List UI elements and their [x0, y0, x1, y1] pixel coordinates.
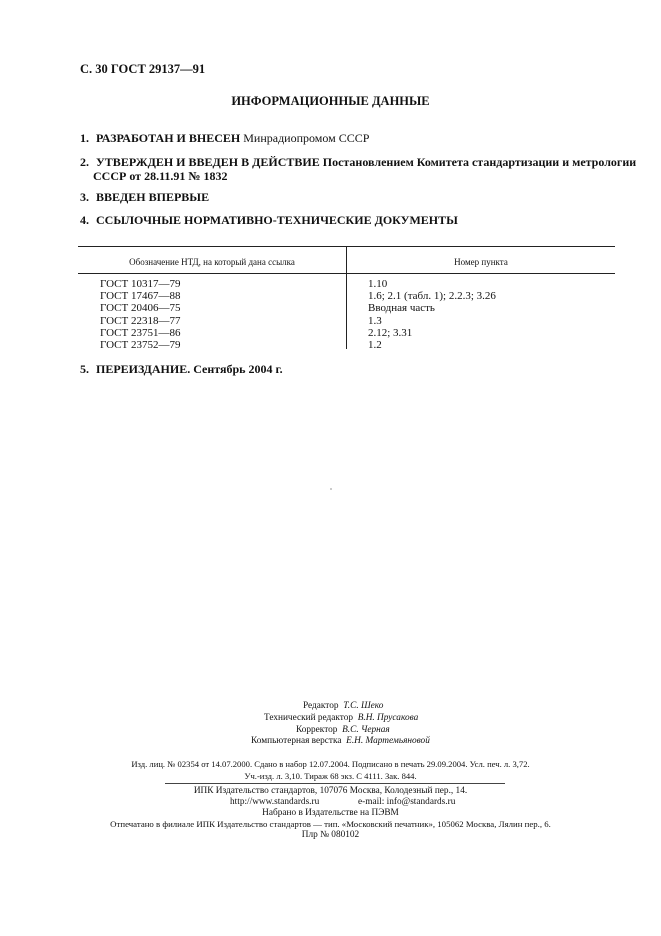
credit-label: Компьютерная верстка [251, 736, 342, 746]
table-cell: ГОСТ 22318—77 [100, 314, 181, 327]
item-number: 4. [80, 213, 89, 227]
item-text-continued: СССР от 28.11.91 № 1832 [93, 169, 228, 183]
credit-layout [251, 735, 430, 747]
imprint-email: e-mail: info@standards.ru [358, 797, 456, 807]
table-header-clause: Номер пункта [454, 257, 508, 267]
info-item-2 [80, 155, 645, 183]
imprint-line-5: Плр № 080102 [301, 830, 360, 840]
table-cell: ГОСТ 23752—79 [100, 339, 181, 352]
table-cell: 1.2 [368, 339, 382, 352]
credit-name: В.Н. Прусакова [357, 713, 419, 723]
credit-label: Редактор [303, 701, 339, 711]
table-cell: 2.12; 3.31 [368, 326, 413, 339]
table-cell: 1.3 [368, 314, 382, 327]
item-number: 2. [80, 155, 89, 169]
speck [330, 488, 332, 490]
table-col-ntd [100, 278, 180, 351]
item-text: Постановлением Комитета стандартизации и метрологии [319, 155, 637, 169]
info-item-3 [80, 190, 645, 204]
item-number: 5. [80, 362, 89, 376]
item-heading: ПЕРЕИЗДАНИЕ. [96, 362, 191, 376]
print-info-line-2: Уч.-изд. л. 3,10. Тираж 68 экз. С 4111. Зак. 844. [244, 771, 417, 781]
imprint-rule [165, 783, 505, 784]
imprint-site: http://www.standards.ru [230, 797, 320, 807]
info-item-1 [80, 131, 645, 145]
credit-name: Т.С. Шеко [343, 701, 384, 711]
item-heading: РАЗРАБОТАН И ВНЕСЕН [96, 131, 241, 145]
item-text: Минрадиопромом СССР [240, 131, 370, 145]
imprint-line-4: Отпечатано в филиале ИПК Издательство стандартов — тип. «Московский печатник», 105062 Москва, Лялин пер., 6. [110, 819, 551, 829]
table-cell: 1.6; 2.1 (табл. 1); 2.2.3; 3.26 [368, 290, 496, 303]
table-header-ntd: Обозначение НТД, на который дана ссылка [129, 257, 295, 267]
imprint-line-3: Набрано в Издательстве на ПЭВМ [262, 808, 399, 818]
credit-name: Е.Н. Мартемьяновой [346, 736, 430, 746]
table-col-clause [368, 278, 496, 351]
print-info-line-1: Изд. лиц. № 02354 от 14.07.2000. Сдано в набор 12.07.2004. Подписано в печать 29.09.2004. Усл. печ. л. 3,72. [131, 759, 530, 769]
table-cell: ГОСТ 20406—75 [100, 302, 181, 315]
credit-tech-editor [264, 712, 418, 724]
item-heading: ССЫЛОЧНЫЕ НОРМАТИВНО-ТЕХНИЧЕСКИЕ ДОКУМЕНТЫ [96, 213, 458, 227]
table-cell: ГОСТ 23751—86 [100, 326, 181, 339]
info-item-5 [80, 362, 645, 376]
item-heading: УТВЕРЖДЕН И ВВЕДЕН В ДЕЙСТВИЕ [96, 155, 320, 169]
table-cell: ГОСТ 17467—88 [100, 290, 181, 303]
item-text: Сентябрь 2004 г. [190, 362, 283, 376]
imprint-line-1: ИПК Издательство стандартов, 107076 Москва, Колодезный пер., 14. [193, 786, 468, 796]
table-cell: 1.10 [368, 278, 388, 290]
item-number: 3. [80, 190, 89, 204]
credit-editor [303, 700, 383, 712]
page-header: С. 30 ГОСТ 29137—91 [80, 62, 206, 76]
credit-label: Технический редактор [264, 713, 354, 723]
table-cell: Вводная часть [368, 302, 435, 315]
item-number: 1. [80, 131, 89, 145]
item-heading: ВВЕДЕН ВПЕРВЫЕ [96, 190, 210, 204]
credit-label: Корректор [296, 725, 338, 735]
page-title: ИНФОРМАЦИОННЫЕ ДАННЫЕ [231, 94, 430, 108]
table-cell: ГОСТ 10317—79 [100, 278, 181, 290]
credit-name: В.С. Черная [342, 725, 390, 735]
info-item-4 [80, 213, 645, 227]
